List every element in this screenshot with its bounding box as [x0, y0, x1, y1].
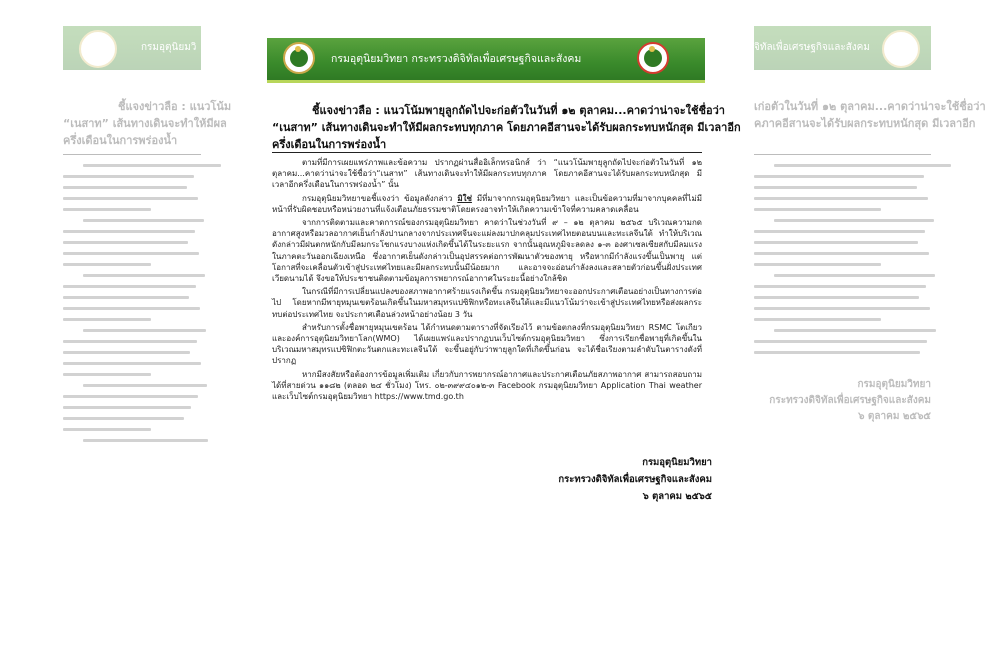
faded-title: ครึ่งเดือนในการพร่องน้ำ — [63, 134, 178, 147]
paragraph-2 — [272, 193, 702, 215]
header-org-text: กรมอุตุนิยมวิทยา กระทรวงดิจิทัลเพื่อเศรษฐกิจและสังคม — [331, 53, 582, 65]
faded-page-left — [63, 26, 232, 428]
faded-text-line — [774, 329, 936, 332]
press-release-document — [267, 38, 741, 502]
faded-text-line — [83, 384, 207, 387]
faded-text-line — [754, 307, 930, 310]
faded-text-line — [754, 175, 924, 178]
faded-text-line — [754, 318, 881, 321]
faded-text-line — [63, 417, 184, 420]
faded-title: ชี้แจงข่าวลือ : แนวโน้ม — [118, 100, 232, 113]
faded-title: คภาคอีสานจะได้รับผลกระทบหนักสุด มีเวลาอีก — [754, 117, 976, 130]
faded-sign-date: ๖ ตุลาคม ๒๕๖๕ — [858, 411, 931, 422]
faded-text-line — [774, 219, 934, 222]
faded-text-line — [754, 197, 928, 200]
faded-text-line — [63, 351, 190, 354]
faded-text-line — [754, 241, 918, 244]
document-header-banner — [267, 38, 705, 83]
paragraph-2-lead: กรมอุตุนิยมวิทยาขอชี้แจงว่า ข้อมูลดังกล่าว — [302, 193, 453, 203]
faded-text-line — [754, 340, 927, 343]
faded-text-line — [774, 274, 935, 277]
faded-text-line — [754, 208, 881, 211]
faded-text-line — [754, 252, 929, 255]
faded-text-line — [63, 241, 188, 244]
faded-text-line — [63, 395, 198, 398]
faded-title: “เนสาท” เส้นทางเดินจะทำให้มีผล — [63, 117, 227, 130]
emphasis-not: มิใช่ — [457, 193, 472, 203]
faded-text-line — [63, 406, 191, 409]
paragraph-1: ตามที่มีการเผยแพร่ภาพและข้อความ ปรากฏผ่านสื่ออิเล็กทรอนิกส์ ว่า “แนวโน้มพายุลูกถัดไปจะก่อตัวในวันที่ ๑๒ ตุลาคม...คาดว่าน่าจะใช้ชื่อว่า“เนสาท” เส้นทางเดินจะทำให้มีผลกระทบทุกภาค โดยภาคอีสานจะได้รับผลกระทบหนักสุด มีเวลาอีกครึ่งเดือนในการพร่องน้ำ” นั้น — [272, 158, 702, 190]
faded-text-line — [63, 230, 195, 233]
faded-text-line — [63, 428, 151, 431]
faded-text-line — [63, 263, 151, 266]
faded-text-line — [754, 186, 917, 189]
ministry-logo-icon — [637, 42, 669, 74]
faded-text-line — [754, 285, 926, 288]
signature-date: ๖ ตุลาคม ๒๕๖๕ — [642, 491, 712, 502]
faded-text-line — [63, 208, 151, 211]
faded-text-line — [63, 318, 151, 321]
faded-text-line — [63, 285, 196, 288]
faded-header-bar — [63, 26, 201, 70]
document-title-line-3: ครึ่งเดือนในการพร่องน้ำ — [272, 138, 387, 151]
faded-text-line — [63, 186, 187, 189]
faded-header-text: กรมอุตุนิยมวิ — [141, 42, 197, 53]
faded-text-line — [83, 439, 208, 442]
divider — [63, 154, 201, 155]
title-divider — [272, 152, 702, 153]
faded-title: เก่อตัวในวันที่ ๑๒ ตุลาคม...คาดว่าน่าจะใช้ชื่อว่า — [754, 100, 986, 113]
faded-text-line — [63, 373, 151, 376]
divider — [754, 154, 931, 155]
signature-org: กรมอุตุนิยมวิทยา — [642, 457, 712, 468]
faded-text-line — [63, 175, 194, 178]
faded-sign-ministry: กระทรวงดิจิทัลเพื่อเศรษฐกิจและสังคม — [769, 395, 931, 406]
paragraph-5: สำหรับการตั้งชื่อพายุหมุนเขตร้อน ได้กำหนดตามตารางที่จัดเรียงไว้ ตามข้อตกลงที่กรมอุตุนิยมวิทยา RSMC โตเกียว และองค์การอุตุนิยมวิทยาโลก(WMO) ได้เผยแพร่และปรากฏบนเว็บไซต์กรมอุตุนิยมวิทยา ซึ่งการเรียกชื่อพายุที่เกิดขึ้นในบริเวณมหาสมุทรแปซิฟิกตะวันตกและทะเลจีนใต้ จะขึ้นอยู่กับว่าพายุลูกใดที่เกิดขึ้นก่อน จะได้ชื่อเรียงตามลำดับในตารางดังที่ปรากฏ — [272, 322, 702, 366]
faded-text-line — [83, 219, 204, 222]
signature-ministry: กระทรวงดิจิทัลเพื่อเศรษฐกิจและสังคม — [558, 474, 712, 485]
faded-text-line — [774, 164, 951, 167]
paragraph-6: หากมีสงสัยหรือต้องการข้อมูลเพิ่มเติม เกี่ยวกับการพยากรณ์อากาศและประกาศเตือนภัยสภาพอากาศ สามารถสอบถามได้ที่สายด่วน ๑๑๘๒ (ตลอด ๒๔ ชั่วโมง) โทร. ๐๒-๓๙๙๔๐๑๒-๓ Facebook กรมอุตุนิยมวิทยา Application Thai weather และเว็บไซต์กรมอุตุนิยมวิทยา https://www.tmd.go.th — [272, 369, 702, 402]
faded-text-line — [754, 296, 919, 299]
faded-text-line — [63, 296, 189, 299]
faded-page-right — [754, 26, 986, 428]
document-title-line-2: “เนสาท” เส้นทางเดินจะทำให้มีผลกระทบทุกภาค โดยภาคอีสานจะได้รับผลกระทบหนักสุด มีเวลาอีก — [272, 121, 741, 134]
faded-text-line — [83, 329, 206, 332]
faded-text-line — [63, 362, 201, 365]
faded-text-line — [63, 252, 199, 255]
faded-header-bar — [754, 26, 931, 70]
paragraph-3: จากการติดตามและคาดการณ์ของกรมอุตุนิยมวิทยา คาดว่าในช่วงวันที่ ๙ – ๑๒ ตุลาคม ๒๕๖๕ บริเวณความกดอากาศสูงหรือมวลอากาศเย็นกำลังปานกลางจากประเทศจีนจะแผ่ลงมาปกคลุมประเทศไทยตอนบนและทะเลจีนใต้ ทำให้บริเวณดังกล่าวมีฝนตกหนักกับมีลมกระโชกแรงบางแห่งเกิดขึ้นได้ในระยะแรก จากนั้นอุณหภูมิจะลดลง ๑-๓ องศาเซลเซียสกับมีลมแรงในภาคตะวันออกเฉียงเหนือ ซึ่งอากาศเย็นดังกล่าวเป็นอุปสรรคต่อการพัฒนาตัวของพายุ หรือหากมีกำลังแรงขึ้นเป็นพายุ แต่โอกาสที่จะเคลื่อนตัวเข้าสู่ประเทศไทยและมีผลกระทบนั้นมีน้อยมาก และอาจจะอ่อนกำลังลงและสลายตัวก่อนขึ้นฝั่งประเทศเวียดนามได้ จึงขอให้ประชาชนติดตามข้อมูลการพยากรณ์อากาศในระยะนี้อย่างใกล้ชิด — [272, 218, 702, 284]
faded-text-line — [63, 307, 200, 310]
faded-sign-org: กรมอุตุนิยมวิทยา — [857, 379, 931, 390]
faded-text-line — [754, 263, 881, 266]
paragraph-2-rest: มีที่มาจากกรมอุตุนิยมวิทยา และเป็นข้อความที่มาจากบุคคลที่ไม่มีหน้าที่รับผิดชอบหรือหน่วยงานที่แจ้งเตือนภัยธรรมชาติโดยตรงอาจทำให้เกิดความเข้าใจที่ความคลาดเคลื่อน — [272, 193, 702, 214]
faded-header-text: จิทัลเพื่อเศรษฐกิจและสังคม — [754, 42, 870, 53]
faded-text-line — [754, 351, 920, 354]
document-body — [272, 157, 702, 404]
faded-text-line — [754, 230, 925, 233]
faded-text-line — [63, 340, 197, 343]
faded-text-line — [83, 164, 221, 167]
seal-icon — [79, 30, 117, 68]
faded-text-line — [83, 274, 205, 277]
paragraph-4: ในกรณีที่มีการเปลี่ยนแปลงของสภาพอากาศร้ายแรงเกิดขึ้น กรมอุตุนิยมวิทยาจะออกประกาศเตือนอย่างเป็นทางการต่อไป โดยหากมีพายุหมุนเขตร้อนเกิดขึ้นในมหาสมุทรแปซิฟิกหรือทะเลจีนใต้และมีแนวโน้มว่าจะเข้าสู่ประเทศไทยหรือส่งผลกระทบต่อประเทศไทย จะประกาศเตือนล่วงหน้าอย่างน้อย 3 วัน — [272, 287, 702, 319]
seal-icon — [882, 30, 920, 68]
faded-text-line — [63, 197, 198, 200]
tmd-logo-icon — [283, 42, 315, 74]
document-title-line-1: ชี้แจงข่าวลือ : แนวโน้มพายุลูกถัดไปจะก่อตัวในวันที่ ๑๒ ตุลาคม...คาดว่าน่าจะใช้ชื่อว่า — [312, 104, 725, 117]
